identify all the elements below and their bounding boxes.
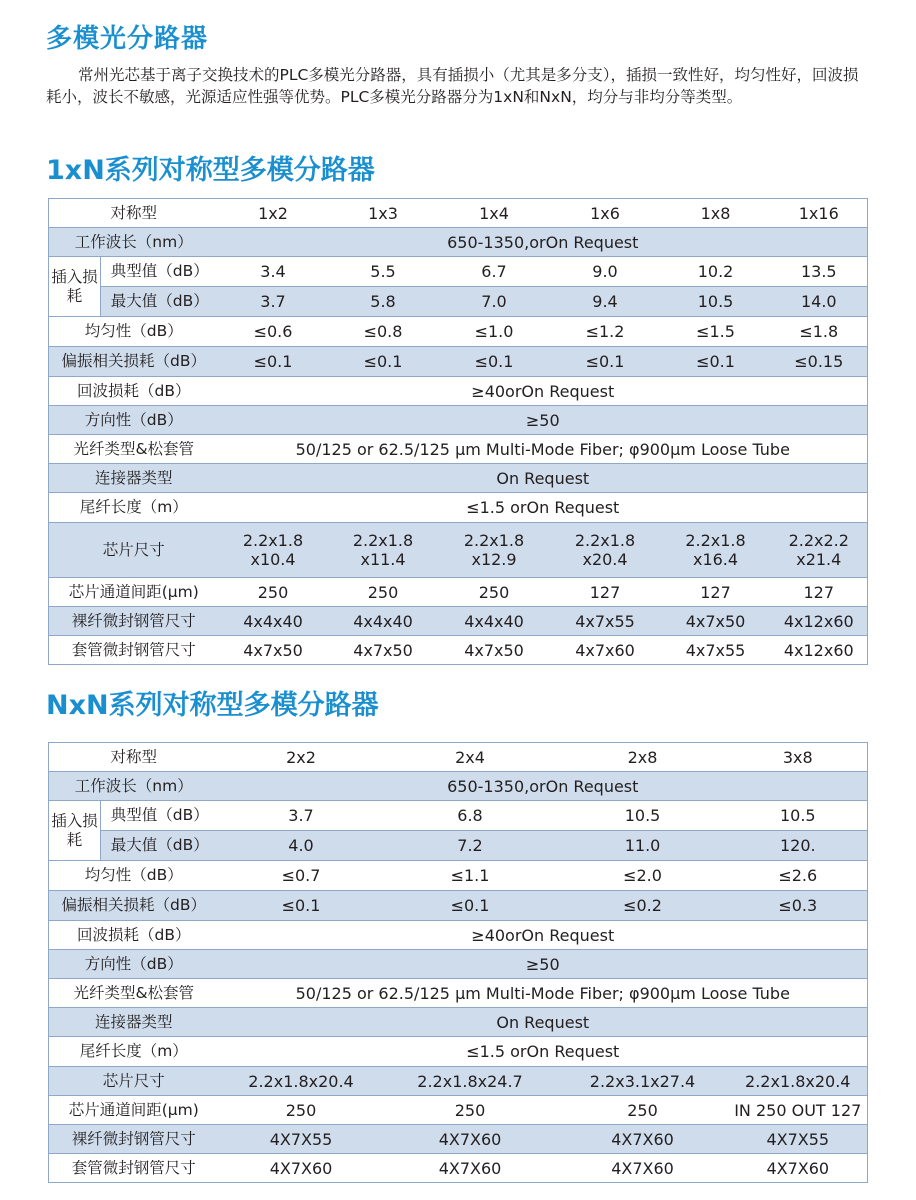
row-label: 尾纤长度（m） [49, 493, 219, 523]
cell-value: On Request [219, 464, 868, 493]
table-row [49, 1154, 868, 1183]
cell-value [550, 523, 661, 578]
row-label: 方向性（dB） [49, 406, 219, 435]
column-header: 3x8 [729, 743, 868, 772]
table-row [49, 578, 868, 607]
cell-value: ≥40orOn Request [219, 377, 868, 406]
spec-table-1xn [48, 198, 868, 665]
cell-value: ≤0.1 [384, 891, 557, 921]
chip-size-line: x12.9 [471, 550, 517, 569]
cell-value: ≤0.1 [439, 347, 550, 377]
chip-size-line: 2.2x1.8 [574, 531, 636, 550]
cell-value: 10.5 [661, 287, 771, 317]
row-label: 芯片通道间距(μm) [49, 1096, 219, 1125]
cell-value: ≥40orOn Request [219, 921, 868, 950]
row-label: 光纤类型&松套管 [49, 979, 219, 1008]
cell-value: ≤1.0 [439, 317, 550, 347]
row-label: 工作波长（nm） [49, 228, 219, 257]
row-label: 回波损耗（dB） [49, 377, 219, 406]
row-label: 裸纤微封钢管尺寸 [49, 1125, 219, 1154]
cell-value: 3.7 [219, 287, 328, 317]
cell-value: 4x4x40 [328, 607, 439, 636]
table-row [49, 950, 868, 979]
cell-value: 6.7 [439, 257, 550, 287]
cell-value: 650-1350,orOn Request [219, 228, 868, 257]
chip-size-line: 2.2x1.8 [463, 531, 525, 550]
spec-table-nxn [48, 742, 868, 1183]
cell-value [439, 523, 550, 578]
table-row [49, 377, 868, 406]
cell-value: 2.2x1.8x24.7 [384, 1067, 557, 1096]
intro-paragraph: 常州光芯基于离子交换技术的PLC多模光分路器，具有插损小（尤其是多分支），插损一致性好，均匀性好，回波损耗小，波长不敏感，光源适应性强等优势。PLC多模光分路器分为1xN和NxN，均分与非均分等类型。 [46, 66, 859, 106]
cell-value: ≤1.2 [550, 317, 661, 347]
table-row [49, 636, 868, 665]
row-label: 工作波长（nm） [49, 772, 219, 801]
cell-value: 14.0 [771, 287, 868, 317]
cell-value: ≤0.15 [771, 347, 868, 377]
cell-value: 4x12x60 [771, 636, 868, 665]
chip-size-line: 2.2x1.8 [242, 531, 304, 550]
column-header: 1x6 [550, 199, 661, 228]
cell-value: 10.2 [661, 257, 771, 287]
cell-value: 3.4 [219, 257, 328, 287]
cell-value: 4X7X55 [729, 1125, 868, 1154]
cell-value: 11.0 [557, 831, 729, 861]
table-row [49, 493, 868, 523]
row-label: 芯片通道间距(μm) [49, 578, 219, 607]
cell-value: 10.5 [729, 801, 868, 831]
table-row [49, 861, 868, 891]
section-title-nxn: NxN系列对称型多模分路器 [46, 690, 379, 721]
table-row [49, 1096, 868, 1125]
cell-value: 250 [384, 1096, 557, 1125]
cell-value [328, 523, 439, 578]
cell-value: 9.4 [550, 287, 661, 317]
table-row [49, 921, 868, 950]
page-title: 多模光分路器 [46, 24, 209, 54]
cell-value: 4X7X55 [219, 1125, 384, 1154]
cell-value: ≥50 [219, 406, 868, 435]
cell-value [219, 523, 328, 578]
row-label: 偏振相关损耗（dB） [49, 347, 219, 377]
table-row [49, 464, 868, 493]
table-row [49, 1125, 868, 1154]
column-header: 1x16 [771, 199, 868, 228]
row-label: 最大值（dB） [101, 287, 219, 317]
row-label: 典型值（dB） [101, 801, 219, 831]
cell-value: 4x12x60 [771, 607, 868, 636]
table-row [49, 523, 868, 578]
row-label: 裸纤微封钢管尺寸 [49, 607, 219, 636]
cell-value: 4.0 [219, 831, 384, 861]
cell-value: 7.2 [384, 831, 557, 861]
cell-value: 250 [439, 578, 550, 607]
table-row [49, 743, 868, 772]
cell-value: 4x7x55 [550, 607, 661, 636]
cell-value: 4x4x40 [219, 607, 328, 636]
table-row [49, 199, 868, 228]
cell-value: 4x7x50 [439, 636, 550, 665]
cell-value: 4X7X60 [557, 1125, 729, 1154]
row-label: 尾纤长度（m） [49, 1037, 219, 1067]
table-row [49, 891, 868, 921]
cell-value: ≤2.6 [729, 861, 868, 891]
cell-value: IN 250 OUT 127 [729, 1096, 868, 1125]
cell-value: ≤1.5 orOn Request [219, 493, 868, 523]
cell-value: 4x7x55 [661, 636, 771, 665]
column-header: 1x2 [219, 199, 328, 228]
cell-value: ≤1.8 [771, 317, 868, 347]
cell-value: 250 [557, 1096, 729, 1125]
row-label: 回波损耗（dB） [49, 921, 219, 950]
table-row [49, 317, 868, 347]
table-row [49, 607, 868, 636]
cell-value: 2.2x1.8x20.4 [729, 1067, 868, 1096]
row-label: 偏振相关损耗（dB） [49, 891, 219, 921]
table-row [49, 1067, 868, 1096]
cell-value: 4X7X60 [219, 1154, 384, 1183]
row-group-label [49, 801, 101, 861]
table-row [49, 347, 868, 377]
cell-value: ≤0.7 [219, 861, 384, 891]
cell-value [771, 523, 868, 578]
chip-size-line: x16.4 [692, 550, 739, 569]
chip-size-line: x11.4 [360, 550, 406, 569]
cell-value: 10.5 [557, 801, 729, 831]
cell-value: 4X7X60 [384, 1125, 557, 1154]
cell-value: ≤0.1 [550, 347, 661, 377]
cell-value: 13.5 [771, 257, 868, 287]
cell-value: 9.0 [550, 257, 661, 287]
chip-size-line: 2.2x1.8 [352, 531, 414, 550]
chip-size-line: 2.2x1.8 [685, 531, 746, 550]
row-label: 套管微封钢管尺寸 [49, 1154, 219, 1183]
row-label: 典型值（dB） [101, 257, 219, 287]
cell-value: ≤1.1 [384, 861, 557, 891]
cell-value: ≤0.8 [328, 317, 439, 347]
cell-value: ≤0.1 [661, 347, 771, 377]
table-row [49, 1008, 868, 1037]
cell-value: 127 [550, 578, 661, 607]
cell-value: 250 [328, 578, 439, 607]
cell-value: ≤0.6 [219, 317, 328, 347]
table-row [49, 287, 868, 317]
table-row [49, 435, 868, 464]
cell-value: 2.2x1.8x20.4 [219, 1067, 384, 1096]
table-row [49, 831, 868, 861]
cell-value: 4x7x50 [328, 636, 439, 665]
row-label: 芯片尺寸 [49, 1067, 219, 1096]
row-label: 连接器类型 [49, 1008, 219, 1037]
cell-value: ≤2.0 [557, 861, 729, 891]
table-row [49, 979, 868, 1008]
cell-value: ≤0.3 [729, 891, 868, 921]
cell-value: 5.5 [328, 257, 439, 287]
row-group-text: 插入损耗 [51, 267, 98, 305]
cell-value: 4x7x50 [219, 636, 328, 665]
row-label: 方向性（dB） [49, 950, 219, 979]
cell-value: 3.7 [219, 801, 384, 831]
cell-value: 250 [219, 1096, 384, 1125]
row-group-label [49, 257, 101, 317]
cell-value: 4X7X60 [384, 1154, 557, 1183]
chip-size-line: 2.2x2.2 [788, 531, 849, 550]
cell-value: 6.8 [384, 801, 557, 831]
row-label: 均匀性（dB） [49, 317, 219, 347]
chip-size-line: x20.4 [582, 550, 628, 569]
cell-value: 4X7X60 [729, 1154, 868, 1183]
cell-value: 4x7x60 [550, 636, 661, 665]
cell-value: 127 [661, 578, 771, 607]
cell-value: 4x4x40 [439, 607, 550, 636]
column-header: 1x3 [328, 199, 439, 228]
cell-value: 120. [729, 831, 868, 861]
row-label: 套管微封钢管尺寸 [49, 636, 219, 665]
row-label: 最大值（dB） [101, 831, 219, 861]
chip-size-line: x21.4 [796, 550, 842, 569]
cell-value: 50/125 or 62.5/125 μm Multi-Mode Fiber; φ900μm Loose Tube [219, 435, 868, 464]
column-header: 2x2 [219, 743, 384, 772]
row-label: 光纤类型&松套管 [49, 435, 219, 464]
cell-value: ≤0.1 [219, 347, 328, 377]
table-row [49, 228, 868, 257]
cell-value: 4X7X60 [557, 1154, 729, 1183]
section-title-1xn: 1xN系列对称型多模分路器 [46, 155, 375, 186]
row-label: 连接器类型 [49, 464, 219, 493]
table-row [49, 406, 868, 435]
cell-value: ≤1.5 [661, 317, 771, 347]
cell-value: 4x7x50 [661, 607, 771, 636]
row-group-text: 插入损耗 [51, 811, 98, 849]
cell-value: 650-1350,orOn Request [219, 772, 868, 801]
cell-value: 127 [771, 578, 868, 607]
cell-value: 5.8 [328, 287, 439, 317]
header-label: 对称型 [49, 199, 219, 228]
cell-value: ≤0.1 [219, 891, 384, 921]
row-label: 均匀性（dB） [49, 861, 219, 891]
cell-value: 2.2x3.1x27.4 [557, 1067, 729, 1096]
column-header: 1x4 [439, 199, 550, 228]
cell-value: On Request [219, 1008, 868, 1037]
table-row [49, 1037, 868, 1067]
column-header: 1x8 [661, 199, 771, 228]
cell-value: ≤1.5 orOn Request [219, 1037, 868, 1067]
cell-value: 250 [219, 578, 328, 607]
cell-value: 50/125 or 62.5/125 μm Multi-Mode Fiber; φ900μm Loose Tube [219, 979, 868, 1008]
row-label: 芯片尺寸 [49, 523, 219, 578]
cell-value [661, 523, 771, 578]
chip-size-line: x10.4 [250, 550, 296, 569]
table-row [49, 801, 868, 831]
column-header: 2x8 [557, 743, 729, 772]
cell-value: ≤0.1 [328, 347, 439, 377]
cell-value: ≥50 [219, 950, 868, 979]
table-row [49, 257, 868, 287]
header-label: 对称型 [49, 743, 219, 772]
cell-value: 7.0 [439, 287, 550, 317]
cell-value: ≤0.2 [557, 891, 729, 921]
table-row [49, 772, 868, 801]
column-header: 2x4 [384, 743, 557, 772]
